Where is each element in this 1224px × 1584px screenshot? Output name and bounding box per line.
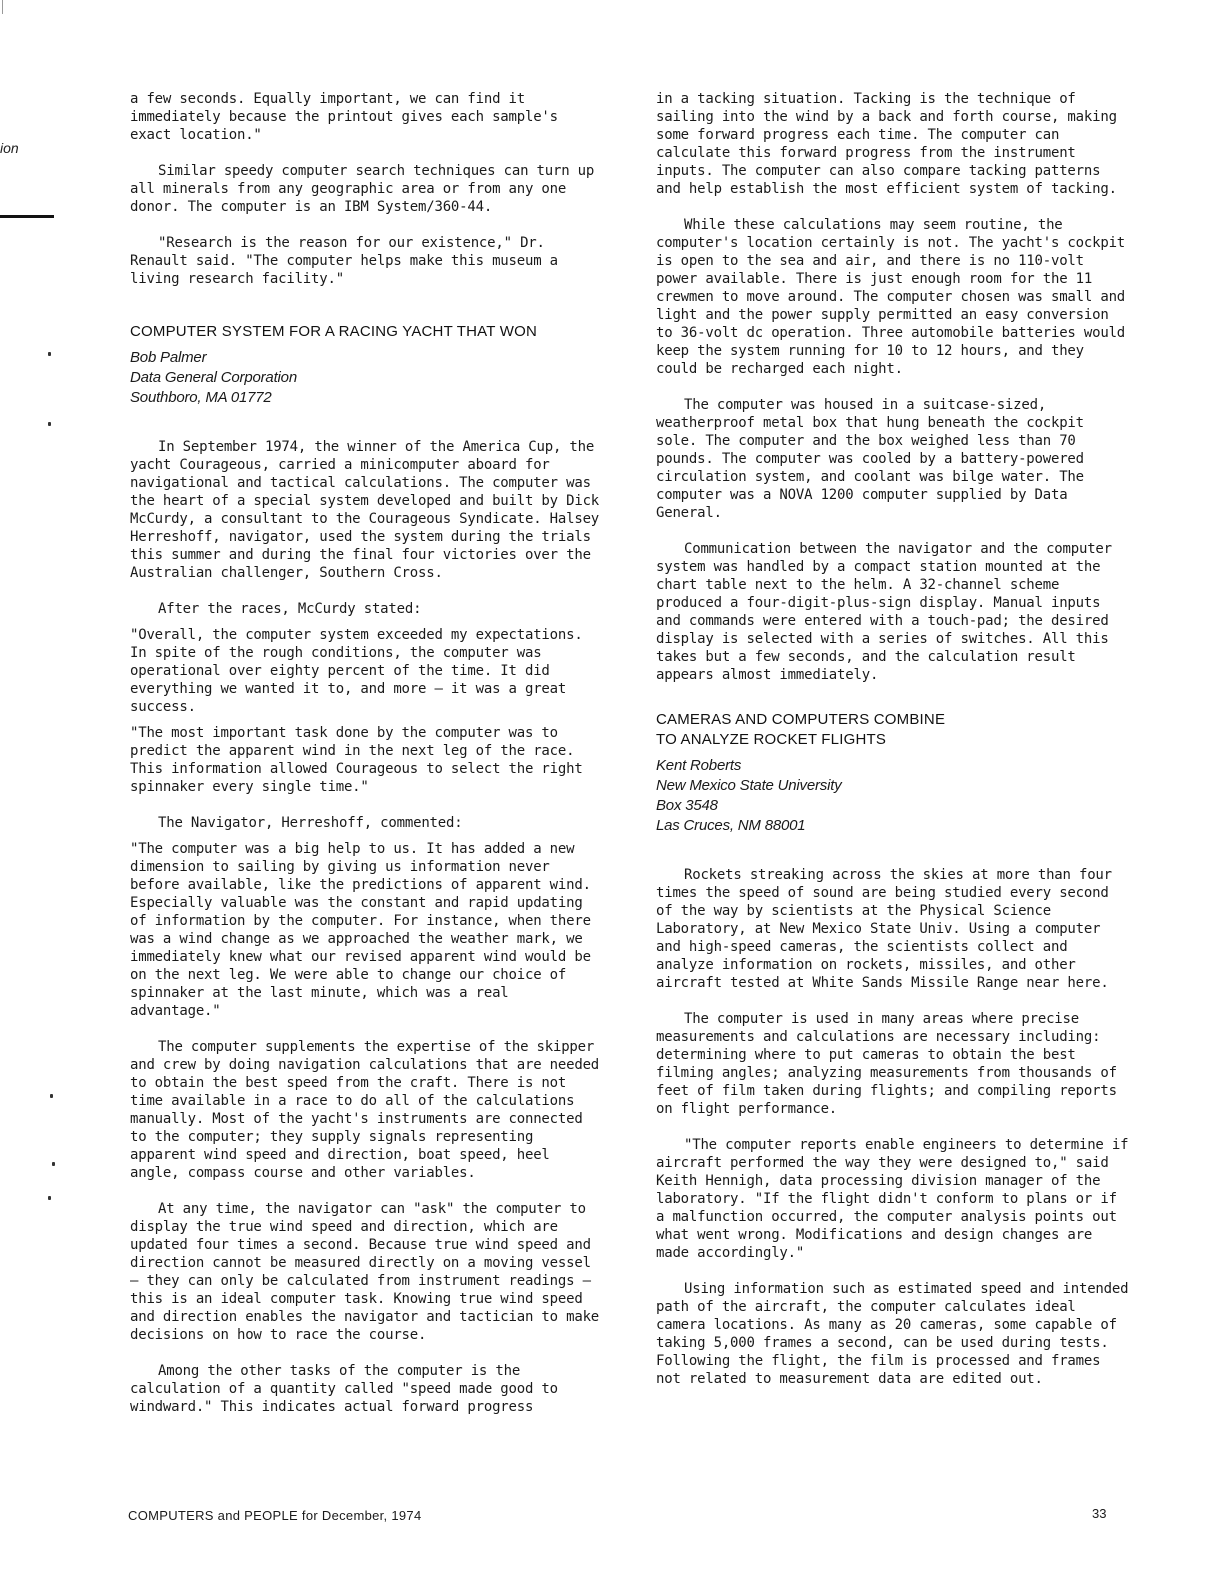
margin-speck (48, 1196, 51, 1200)
right-column (656, 90, 1132, 1406)
byline-organization: Data General Corporation (130, 369, 297, 386)
paragraph: Similar speedy computer search techniques can turn up all minerals from any geographic area or from any one donor. The computer is an IBM System/360-44. (130, 163, 595, 215)
paragraph: The computer is used in many areas where precise measurements and calculations are necessary including: determining where to put cameras to obtain the best filming angles; analyzing measurements from thousands of feet of film taken during flights; and compiling reports on flight performance. (656, 1011, 1117, 1117)
paragraph: in a tacking situation. Tacking is the technique of sailing into the wind by a back and forth course, making some forward progress each time. The computer can calculate this forward progress from the instrument inputs. The computer can also compare tacking patterns and help establish the most efficient system of tacking. (656, 91, 1117, 197)
article-heading-line: TO ANALYZE ROCKET FLIGHTS (656, 731, 887, 748)
margin-speck (52, 1162, 55, 1166)
byline-author: Bob Palmer (130, 349, 207, 366)
byline-address: Box 3548 (656, 797, 718, 814)
paragraph: Rockets streaking across the skies at more than four times the speed of sound are being studied every second of the way by scientists at the Physical Science Laboratory, at New Mexico State Univ. Using a computer and high-speed cameras, the scientists collect and analyze information on rockets, missiles, and other aircraft tested at White Sands Missile Range near here. (656, 867, 1112, 991)
paragraph: "The most important task done by the computer was to predict the apparent wind in the next leg of the race. This information allowed Courageous to select the right spinnaker every single time." (130, 725, 583, 795)
paragraph: "The computer reports enable engineers to determine if aircraft performed the way they were designed to," said Keith Hennigh, data processing division manager of the laboratory. "If the flight didn't conform to plans or if a malfunction occurred, the computer analysis points out what went wrong. Modifications and design changes are made accordingly." (656, 1137, 1129, 1261)
paragraph: Using information such as estimated speed and intended path of the aircraft, the computer calculates ideal camera locations. As many as 20 cameras, some capable of taking 5,000 frames a second, can be used during tests. Following the flight, the film is processed and frames not related to measurement data are edited out. (656, 1281, 1129, 1387)
margin-speck (48, 352, 51, 356)
footer-publication: COMPUTERS and PEOPLE for December, 1974 (128, 1508, 422, 1523)
paragraph: "The computer was a big help to us. It has added a new dimension to sailing by giving us information never before available, like the predictions of apparent wind. Especially valuable was the constant and rapid updating of information by the computer. For instance, when there was a wind change as we approached the weather mark, we immediately knew what our revised apparent wind would be on the next leg. We were able to change our choice of spinnaker at the last minute, which was a real advantage." (130, 841, 591, 1019)
byline-address: Las Cruces, NM 88001 (656, 817, 806, 834)
page-number: 33 (1092, 1506, 1107, 1521)
article-heading: COMPUTER SYSTEM FOR A RACING YACHT THAT WON (130, 323, 537, 340)
paragraph: Among the other tasks of the computer is the calculation of a quantity called "speed made good to windward." This indicates actual forward progress (130, 1363, 558, 1415)
paragraph: While these calculations may seem routine, the computer's location certainly is not. The yacht's cockpit is open to the sea and air, and there is no 110-volt power available. There is just enough room for the 11 crewmen to move around. The computer chosen was small and light and the power supply permitted an easy conversion to 36-volt dc operation. Three automobile batteries would keep the system running for 10 to 12 hours, and they could be recharged each night. (656, 217, 1126, 377)
margin-rule (0, 215, 54, 218)
margin-speck (48, 422, 51, 426)
left-column (130, 90, 602, 1434)
byline-author: Kent Roberts (656, 757, 742, 774)
byline-organization: New Mexico State University (656, 777, 842, 794)
paragraph: a few seconds. Equally important, we can find it immediately because the printout gives each sample's exact location." (130, 91, 558, 143)
byline-address: Southboro, MA 01772 (130, 389, 272, 406)
paragraph: The Navigator, Herreshoff, commented: (158, 815, 463, 831)
article-heading (656, 710, 1132, 750)
article-heading-line: CAMERAS AND COMPUTERS COMBINE (656, 711, 946, 728)
paragraph: The computer supplements the expertise of the skipper and crew by doing navigation calculations that are needed to obtain the best speed from the craft. There is not time available in a race to do all of the calculations manually. Most of the yacht's instruments are connected to the computer; they supply signals representing apparent wind speed and direction, boat speed, heel angle, compass course and other variables. (130, 1039, 600, 1181)
margin-fragment: ion (0, 140, 19, 156)
paragraph: After the races, McCurdy stated: (158, 601, 422, 617)
paragraph: "Overall, the computer system exceeded my expectations. In spite of the rough conditions, the computer was operational over eighty percent of the time. It did everything we wanted it to, and more — it was a great success. (130, 627, 583, 715)
paragraph: The computer was housed in a suitcase-sized, weatherproof metal box that hung beneath the cockpit sole. The computer and the box weighed less than 70 pounds. The computer was cooled by a battery-powered circulation system, and coolant was bilge water. The computer was a NOVA 1200 computer supplied by Data General. (656, 397, 1084, 521)
paragraph: Communication between the navigator and the computer system was handled by a compact station mounted at the chart table next to the helm. A 32-channel scheme produced a four-digit-plus-sign display. Manual inputs and commands were entered with a touch-pad; the desired display is selected with a series of switches. All this takes but a few seconds, and the calculation result appears almost immediately. (656, 541, 1112, 683)
article-byline (656, 756, 1132, 836)
paragraph: At any time, the navigator can "ask" the computer to display the true wind speed and direction, which are updated four times a second. Because true wind speed and direction cannot be measured directly on a moving vessel — they can only be calculated from instrument readings — this is an ideal computer task. Knowing true wind speed and direction enables the navigator and tactician to make decisions on how to race the course. (130, 1201, 600, 1343)
article-byline (130, 348, 602, 408)
paragraph: "Research is the reason for our existence," Dr. Renault said. "The computer helps make this museum a living research facility." (130, 235, 558, 287)
paragraph: In September 1974, the winner of the America Cup, the yacht Courageous, carried a minicomputer aboard for navigational and tactical calculations. The computer was the heart of a special system developed and built by Dick McCurdy, a consultant to the Courageous Syndicate. Halsey Herreshoff, navigator, used the system during the trials this summer and during the final four victories over the Australian challenger, Southern Cross. (130, 439, 600, 581)
margin-speck (50, 1094, 53, 1098)
corner-tick (2, 0, 3, 14)
